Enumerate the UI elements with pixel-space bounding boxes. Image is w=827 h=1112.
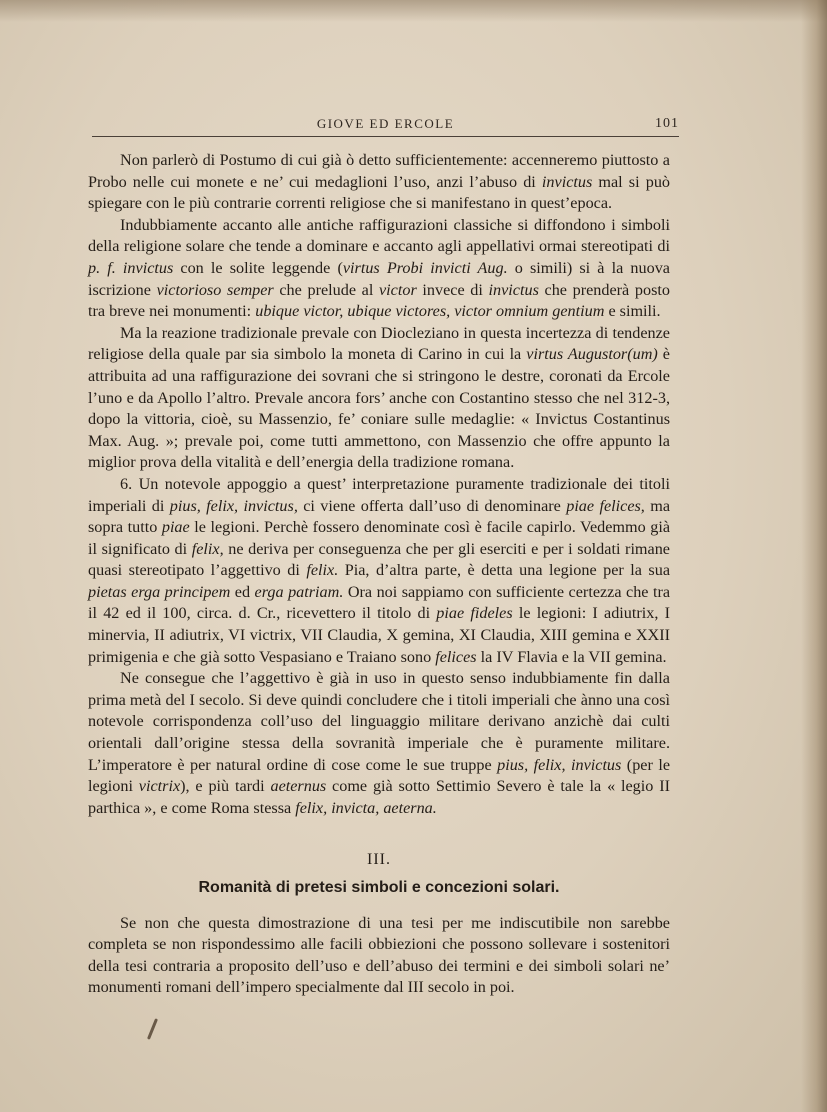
page-number: 101	[655, 116, 679, 131]
header-rule	[92, 136, 679, 137]
body-text	[88, 150, 670, 999]
page-header	[92, 114, 679, 136]
running-title: GIOVE ED ERCOLE	[316, 116, 455, 131]
page-top-shadow	[0, 0, 827, 22]
section-number: III.	[367, 851, 391, 869]
pencil-mark	[147, 1018, 158, 1040]
paragraph-1: Non parlerò di Postumo di cui già ò detto sufficientemente: accenneremo piuttosto a Probo nelle cui monete e ne’ cui medaglioni l’uso, anzi l’abuso di invictus mal si può spiegare con le più contrarie correnti religiose che si manifestano in quest’epoca.	[88, 151, 671, 213]
section-title: Romanità di pretesi simboli e concezioni solari.	[198, 879, 560, 896]
paragraph-5: Ne consegue che l’aggettivo è già in uso in questo senso indubbiamente fin dalla prima metà del I secolo. Si deve quindi concludere che i titoli imperiali che ànno una così notevole corrispondenza coll’uso del linguaggio militare derivano anzichè dai culti orientali dall’origine stessa della sovranità imperiale che è puramente militare. L’imperatore è per natural ordine di cose come le sue truppe pius, felix, invictus (per le legioni victrix), e più tardi aeternus come già sotto Settimio Severo è tale la « legio II parthica », e come Roma stessa felix, invicta, aeterna.	[88, 669, 671, 817]
page-right-shadow	[801, 0, 827, 1112]
paragraph-4: 6. Un notevole appoggio a quest’ interpretazione puramente tradizionale dei titoli imperiali di pius, felix, invictus, ci viene offerta dall’uso di denominare piae felices, ma sopra tutto piae le legioni. Perchè fossero denominate così è facile capirlo. Vedemmo già il significato di felix, ne deriva per conseguenza che per gli eserciti e per i soldati rimane quasi stereotipato l’aggettivo di felix. Pia, d’altra parte, è detta una legione per la sua pietas erga principem ed erga patriam. Ora noi sappiamo con sufficiente certezza che tra il 42 ed il 100, circa. d. Cr., ricevettero il titolo di piae fideles le legioni: I adiutrix, I minervia, II adiutrix, VI victrix, VII Claudia, X gemina, XI Claudia, XIII gemina e XXII primigenia e che già sotto Vespasiano e Traiano sono felices la IV Flavia e la VII gemina.	[88, 474, 671, 666]
paragraph-2: Indubbiamente accanto alle antiche raffigurazioni classiche si diffondono i simboli della religione solare che tende a dominare e accanto agli appellativi ormai stereotipati di p. f. invictus con le solite leggende (virtus Probi invicti Aug. o simili) si à la nuova iscrizione victorioso semper che prelude al victor invece di invictus che prenderà posto tra breve nei monumenti: ubique victor, ubique victores, victor omnium gentium e simili.	[88, 215, 670, 321]
paragraph-3: Ma la reazione tradizionale prevale con Diocleziano in questa incertezza di tendenze religiose della quale par sia simbolo la moneta di Carino in cui la virtus Augustor(um) è attribuita ad una raffigurazione dei sovrani che si stringono le destre, coronati da Ercole l’uno e da Apollo l’altro. Prevale ancora fors’ anche con Costantino stesso che nel 312-3, dopo la vittoria, cioè, su Massenzio, fe’ coniare sulle medaglie: « Invictus Costantinus Max. Aug. »; prevale poi, come tutti ammettono, con Massenzio che offre appunto la miglior prova della vitalità e dell’energia della tradizione romana.	[88, 323, 670, 472]
paragraph-closing: Se non che questa dimostrazione di una tesi per me indiscutibile non sarebbe completa se non rispondessimo alle facili obbiezioni che possono sollevare i sostenitori della tesi contraria a proposito dell’uso e dell’abuso dei termini e dei simboli solari ne’ monumenti romani dell’impero specialmente dal III secolo in poi.	[88, 913, 670, 997]
